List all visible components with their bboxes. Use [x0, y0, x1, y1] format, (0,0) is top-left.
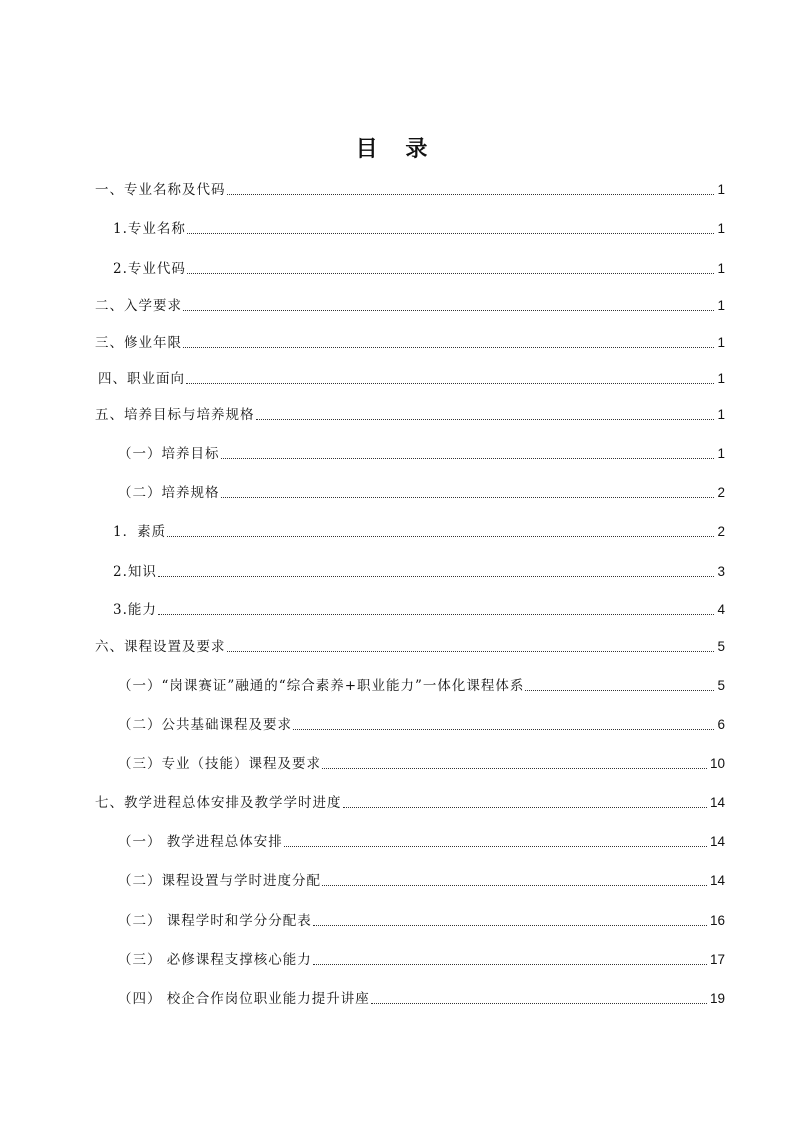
- toc-entry-label: （二） 课程学时和学分分配表: [118, 913, 312, 929]
- toc-leader-dots: [256, 419, 715, 420]
- toc-entry[interactable]: [118, 441, 725, 463]
- toc-entry-label: 六、课程设置及要求: [95, 639, 226, 655]
- toc-page-number: 6: [717, 717, 725, 732]
- toc-page-number: 1: [717, 298, 725, 313]
- toc-entry-label: （三）专业（技能）课程及要求: [118, 756, 321, 772]
- toc-leader-dots: [322, 885, 707, 886]
- toc-page-number: 4: [717, 602, 725, 617]
- toc-entry-label: 1.专业名称: [113, 221, 186, 237]
- toc-entry-label: （一）培养目标: [118, 446, 220, 462]
- toc-page-number: 14: [709, 795, 725, 810]
- toc-entry-label: （二）培养规格: [118, 485, 220, 501]
- toc-leader-dots: [183, 347, 714, 348]
- toc-entry[interactable]: [95, 177, 725, 199]
- toc-entry-label: 三、修业年限: [95, 335, 182, 351]
- toc-entry-label: 四、职业面向: [98, 371, 185, 387]
- toc-entry[interactable]: [118, 480, 725, 502]
- toc-leader-dots: [284, 846, 707, 847]
- toc-page-number: 17: [709, 952, 725, 967]
- toc-entry[interactable]: [118, 712, 725, 734]
- toc-entry-label: 七、教学进程总体安排及教学学时进度: [95, 795, 342, 811]
- toc-leader-dots: [158, 576, 715, 577]
- toc-entry[interactable]: [95, 634, 725, 656]
- toc-entry[interactable]: [95, 293, 725, 315]
- toc-leader-dots: [313, 925, 707, 926]
- toc-page-number: 1: [717, 407, 725, 422]
- toc-entry-label: 1．素质: [113, 524, 167, 540]
- toc-entry[interactable]: [113, 216, 725, 238]
- toc-entry[interactable]: [118, 673, 725, 695]
- toc-entry-label: （二）公共基础课程及要求: [118, 717, 292, 733]
- toc-entry-label: （三） 必修课程支撑核心能力: [118, 952, 312, 968]
- toc-entry-label: 2.知识: [113, 564, 157, 580]
- toc-title: 目 录: [355, 137, 438, 162]
- toc-entry[interactable]: [113, 559, 725, 581]
- toc-entry-label: 二、入学要求: [95, 298, 182, 314]
- toc-page-number: 1: [717, 182, 725, 197]
- toc-leader-dots: [187, 273, 715, 274]
- toc-page-number: 2: [717, 524, 725, 539]
- toc-page-number: 1: [717, 335, 725, 350]
- toc-entry[interactable]: [118, 908, 725, 930]
- toc-entry[interactable]: [113, 256, 725, 278]
- toc-entry-label: 五、培养目标与培养规格: [95, 407, 255, 423]
- toc-page-number: 1: [717, 371, 725, 386]
- toc-leader-dots: [183, 310, 714, 311]
- toc-leader-dots: [343, 807, 707, 808]
- toc-leader-dots: [186, 383, 714, 384]
- toc-leader-dots: [227, 651, 715, 652]
- toc-page-number: 5: [717, 678, 725, 693]
- toc-entry-label: （二）课程设置与学时进度分配: [118, 873, 321, 889]
- toc-page-number: 2: [717, 485, 725, 500]
- toc-page-number: 5: [717, 639, 725, 654]
- toc-entry[interactable]: [118, 947, 725, 969]
- toc-entry-label: （四） 校企合作岗位职业能力提升讲座: [118, 991, 370, 1007]
- toc-page-number: 10: [709, 756, 725, 771]
- toc-leader-dots: [187, 233, 715, 234]
- toc-entry-label: （一）“岗课赛证”融通的“综合素养+职业能力”一体化课程体系: [118, 678, 525, 694]
- toc-page-number: 19: [709, 991, 725, 1006]
- toc-leader-dots: [371, 1003, 707, 1004]
- toc-entry-label: 一、专业名称及代码: [95, 182, 226, 198]
- toc-leader-dots: [221, 458, 715, 459]
- toc-entry[interactable]: [113, 597, 725, 619]
- toc-page-number: 3: [717, 564, 725, 579]
- toc-entry[interactable]: [95, 790, 725, 812]
- toc-page-number: 1: [717, 261, 725, 276]
- toc-entry-label: （一） 教学进程总体安排: [118, 834, 283, 850]
- toc-entry[interactable]: [95, 330, 725, 352]
- toc-leader-dots: [322, 768, 707, 769]
- toc-leader-dots: [221, 497, 715, 498]
- toc-page-number: 14: [709, 873, 725, 888]
- toc-entry[interactable]: [118, 868, 725, 890]
- toc-entry-label: 3.能力: [113, 602, 157, 618]
- toc-page-number: 16: [709, 913, 725, 928]
- toc-leader-dots: [167, 536, 714, 537]
- toc-entry[interactable]: [118, 829, 725, 851]
- toc-leader-dots: [313, 964, 707, 965]
- toc-entry[interactable]: [118, 986, 725, 1008]
- toc-page-number: 1: [717, 221, 725, 236]
- toc-entry[interactable]: [118, 751, 725, 773]
- toc-leader-dots: [158, 614, 715, 615]
- toc-leader-dots: [227, 194, 715, 195]
- toc-page-number: 1: [717, 446, 725, 461]
- toc-entry[interactable]: [95, 402, 725, 424]
- toc-entry-label: 2.专业代码: [113, 261, 186, 277]
- toc-entry[interactable]: [113, 519, 725, 541]
- toc-leader-dots: [525, 690, 714, 691]
- toc-page-number: 14: [709, 834, 725, 849]
- toc-entry[interactable]: [98, 366, 725, 388]
- toc-leader-dots: [293, 729, 714, 730]
